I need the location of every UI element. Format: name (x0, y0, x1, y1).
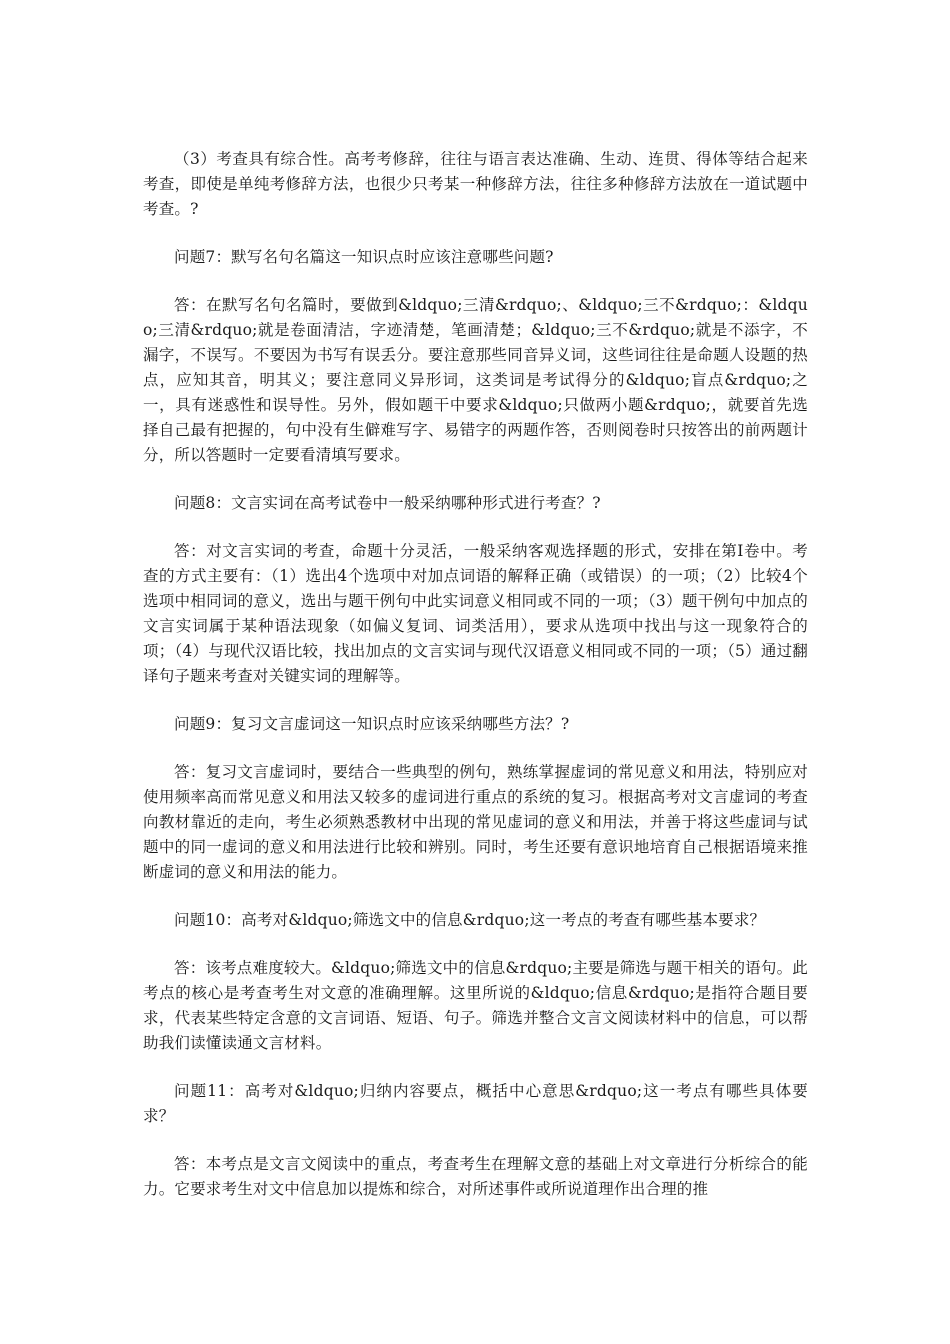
answer-7: 答：在默写名句名篇时，要做到&ldquo;三清&rdquo;、&ldquo;三不&rdquo;：&ldquo;三清&rdquo;就是卷面清洁，字迹清楚，笔画清楚；&ldquo;三不&rdquo;就是不添字，不漏字，不误写。不要因为书写有误丢分。要注意那些同音异义词，这些词往往是命题人设题的热点，应知其音，明其义；要注意同义异形词，这类词是考试得分的&ldquo;盲点&rdquo;之一，具有迷惑性和误导性。另外，假如题干中要求&ldquo;只做两小题&rdquo;，就要首先选择自己最有把握的，句中没有生僻难写字、易错字的两题作答，否则阅卷时只按答出的前两题计分，所以答题时一定要看清填写要求。 (143, 296, 809, 464)
answer-10: 答：该考点难度较大。&ldquo;筛选文中的信息&rdquo;主要是筛选与题干相关的语句。此考点的核心是考查考生对文意的准确理解。这里所说的&ldquo;信息&rdquo;是指符合题目要求，代表某些特定含意的文言词语、短语、句子。筛选并整合文言文阅读材料中的信息，可以帮助我们读懂读通文言材料。 (143, 959, 809, 1052)
question-8: 问题8：文言实词在高考试卷中一般采纳哪种形式进行考查？? (174, 494, 601, 512)
paragraph-rhetoric-point-3: （3）考查具有综合性。高考考修辞，往往与语言表达准确、生动、连贯、得体等结合起来考查，即使是单纯考修辞方法，也很少只考某一种修辞方法，往往多种修辞方法放在一道试题中考查。? (143, 150, 808, 218)
answer-9: 答：复习文言虚词时，要结合一些典型的例句，熟练掌握虚词的常见意义和用法，特别应对使用频率高而常见意义和用法又较多的虚词进行重点的系统的复习。根据高考对文言虚词的考查向教材靠近的走向，考生必须熟悉教材中出现的常见虚词的意义和用法，并善于将这些虚词与试题中的同一虚词的意义和用法进行比较和辨别。同时，考生还要有意识地培育自己根据语境来推断虚词的意义和用法的能力。 (143, 763, 808, 881)
answer-8: 答：对文言实词的考查，命题十分灵活，一般采纳客观选择题的形式，安排在第Ⅰ卷中。考查的方式主要有：（1）选出4个选项中对加点词语的解释正确（或错误）的一项；（2）比较4个选项中相同词的意义，选出与题干例句中此实词意义相同或不同的一项；（3）题干例句中加点的文言实词属于某种语法现象（如偏义复词、词类活用），要求从选项中找出与这一现象符合的项；（4）与现代汉语比较，找出加点的文言实词与现代汉语意义相同或不同的一项；（5）通过翻译句子题来考查对关键实词的理解等。 (143, 542, 808, 685)
answer-11: 答：本考点是文言文阅读中的重点，考查考生在理解文意的基础上对文章进行分析综合的能力。它要求考生对文中信息加以提炼和综合，对所述事件或所说道理作出合理的推 (143, 1155, 808, 1198)
document-body (143, 147, 808, 1225)
question-7: 问题7：默写名句名篇这一知识点时应该注意哪些问题? (174, 248, 554, 266)
question-10: 问题10：高考对&ldquo;筛选文中的信息&rdquo;这一考点的考查有哪些基本要求？ (174, 911, 766, 929)
question-11: 问题11：高考对&ldquo;归纳内容要点，概括中心意思&rdquo;这一考点有哪些具体要求？ (143, 1082, 808, 1125)
question-9: 问题9：复习文言虚词这一知识点时应该采纳哪些方法？? (174, 715, 570, 733)
